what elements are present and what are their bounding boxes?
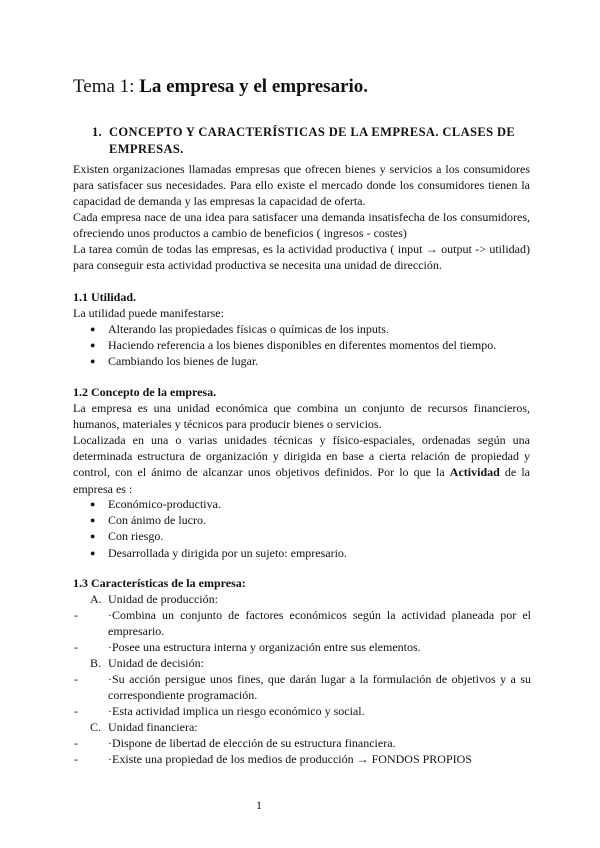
list-item <box>74 607 531 639</box>
list-item-text: ·Existe una propiedad de los medios de producción → FONDOS PROPIOS <box>108 752 472 766</box>
bullet-icon: ● <box>90 324 96 334</box>
list-item-text: Con riesgo. <box>108 529 164 544</box>
dash-marker: - <box>74 736 78 750</box>
page-title <box>73 76 368 98</box>
intro-paragraph-2: Cada empresa nace de una idea para satisfacer una demanda insatisfecha de los consumidores, ofreciendo unos productos a cambio de beneficios ( ingresos - costes) <box>73 210 530 241</box>
actividad-bullet-list <box>90 496 535 561</box>
list-item-text: Cambiando los bienes de lugar. <box>108 354 259 369</box>
group-label: Unidad de decisión: <box>108 656 204 670</box>
list-item <box>90 545 535 561</box>
concepto-text: Localizada en una o varias unidades técnicas y físico-espaciales, ordenadas según una determinada estructura de organización y dirigida en base a cierta relación de propiedad y control, con el ánimo de alcanzar unos objetivos definidos. Por lo que la <box>73 433 530 480</box>
list-item-text: Económico-productiva. <box>108 497 221 511</box>
concepto-text-end: de la empresa es : <box>73 465 530 496</box>
list-item <box>90 496 535 512</box>
bullet-icon: ● <box>90 547 96 558</box>
caracteristicas-heading: 1.3 Características de la empresa: <box>73 576 246 590</box>
list-item <box>90 337 535 353</box>
list-item-text: ·Combina un conjunto de factores económicos según la actividad planeada por el empresario. <box>108 608 531 638</box>
list-item-text: ·Dispone de libertad de elección de su estructura financiera. <box>108 736 396 750</box>
group-letter: A. <box>90 592 102 606</box>
bullet-icon: ● <box>90 340 96 351</box>
concepto-paragraph-1: La empresa es una unidad económica que combina un conjunto de recursos financieros, humanos, materiales y técnicos para producir bienes o servicios. <box>73 401 530 432</box>
title-prefix: Tema 1: <box>73 76 140 97</box>
dash-marker: - <box>74 672 78 686</box>
group-label: Unidad de producción: <box>108 592 218 606</box>
group-letter: B. <box>90 656 102 670</box>
list-item <box>90 353 535 369</box>
list-item <box>90 512 535 528</box>
dash-marker: - <box>74 608 78 622</box>
utilidad-intro: La utilidad puede manifestarse: <box>73 306 224 320</box>
concepto-heading: 1.2 Concepto de la empresa. <box>73 385 217 399</box>
group-b <box>90 655 535 671</box>
bullet-icon: ● <box>90 531 96 542</box>
utilidad-heading: 1.1 Utilidad. <box>73 290 137 304</box>
list-item <box>74 671 531 703</box>
intro-paragraph-3: La tarea común de todas las empresas, es la actividad productiva ( input → output -> utilidad) para conseguir esta actividad productiva se necesita una unidad de dirección. <box>73 242 530 273</box>
concepto-paragraph-2 <box>73 432 530 497</box>
section-heading <box>92 124 532 158</box>
list-item-text: ·Esta actividad implica un riesgo económico y social. <box>108 704 365 718</box>
section-number: 1. <box>92 125 103 139</box>
dash-marker: - <box>74 752 78 766</box>
group-c <box>90 719 535 735</box>
bullet-icon: ● <box>90 356 96 367</box>
list-item-text: Con ánimo de lucro. <box>108 513 206 528</box>
bullet-icon: ● <box>90 515 96 526</box>
intro-paragraph-1: Existen organizaciones llamadas empresas que ofrecen bienes y servicios a los consumidores para satisfacer sus necesidades. Para ello existe el mercado donde los consumidores tienen la capacidad de demanda y las empresas la capacidad de oferta. <box>73 162 530 209</box>
list-item-text: ·Su acción persigue unos fines, que darán lugar a la formulación de objetivos y a su correspondiente programación. <box>108 672 531 702</box>
list-item-text: Desarrollada y dirigida por un sujeto: empresario. <box>108 545 347 560</box>
list-item <box>90 528 535 544</box>
list-item <box>74 703 531 719</box>
utilidad-bullet-list <box>90 321 535 370</box>
list-item-text: ·Posee una estructura interna y organización entre sus elementos. <box>108 640 421 654</box>
list-item <box>74 735 531 751</box>
list-item-text: Alterando las propiedades físicas o químicas de los inputs. <box>108 322 389 336</box>
dash-marker: - <box>74 640 78 654</box>
caracteristicas-list <box>74 591 535 767</box>
group-label: Unidad financiera: <box>108 720 198 734</box>
list-item <box>74 751 531 767</box>
group-letter: C. <box>90 720 102 734</box>
list-item <box>90 321 535 337</box>
dash-marker: - <box>74 704 78 718</box>
actividad-term: Actividad <box>449 465 500 480</box>
bullet-icon: ● <box>90 499 96 509</box>
section-heading-text: CONCEPTO Y CARACTERÍSTICAS DE LA EMPRESA. CLASES DE EMPRESAS. <box>109 125 516 156</box>
title-main: La empresa y el empresario. <box>139 76 369 97</box>
list-item-text: Haciendo referencia a los bienes disponibles en diferentes momentos del tiempo. <box>108 338 497 353</box>
list-item <box>74 639 531 655</box>
page-number: 1 <box>256 798 262 812</box>
group-a <box>90 591 535 607</box>
